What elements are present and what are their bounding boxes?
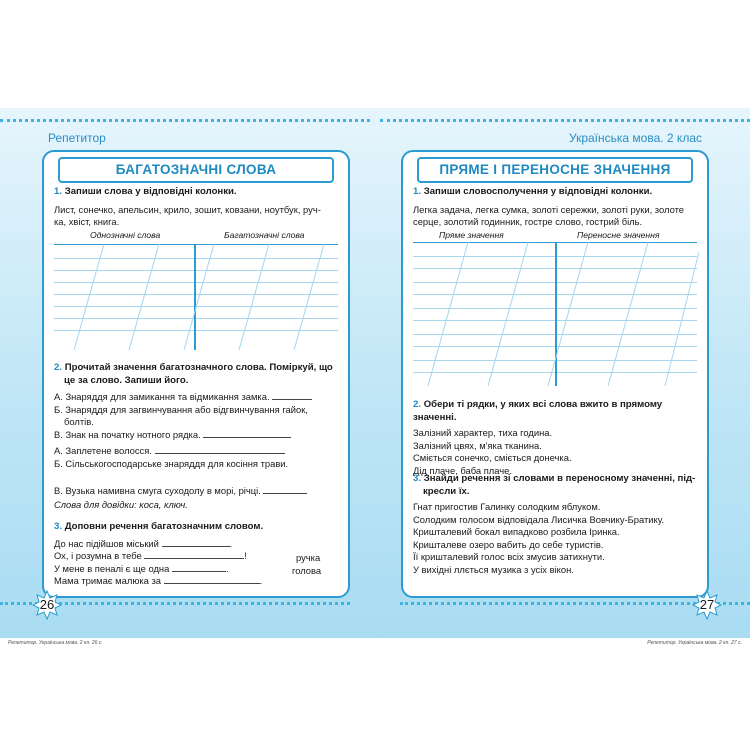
fill-sentence: Мама тримає малюка за . bbox=[54, 575, 263, 587]
sentence-line: У вихідні ллється музика з усіх вікон. bbox=[413, 563, 574, 575]
sentence-line: Кришталеве озеро вабить до себе туристів. bbox=[413, 538, 604, 550]
right-task-3 bbox=[413, 473, 697, 577]
word-list-line: ка, хвіст, книга. bbox=[54, 216, 120, 228]
task-number: 1. bbox=[413, 186, 422, 197]
right-page-panel bbox=[401, 150, 709, 598]
answer-blank[interactable] bbox=[203, 430, 291, 438]
left-task-1 bbox=[54, 186, 338, 229]
sentence-line: Кришталевий бокал випадково розбила Іринка. bbox=[413, 526, 620, 538]
hint-line: Слова для довідки: коса, ключ. bbox=[54, 499, 188, 511]
sentence-line: Її кришталевий голос всіх змусив затихнути. bbox=[413, 551, 605, 563]
word-list-line: серце, золотий годинник, гостре слово, гострий біль. bbox=[413, 216, 643, 228]
answer-blank[interactable] bbox=[263, 486, 307, 494]
task-heading: Запиши слова у відповідні колонки. bbox=[64, 186, 237, 197]
hint-word: голова bbox=[292, 565, 322, 576]
column-header: Однозначні слова bbox=[90, 230, 161, 240]
task-heading: Прочитай значення багатозначного слова. Поміркуй, що bbox=[64, 362, 333, 373]
meaning-item: А. Знаряддя для замикання та відмикання замка. bbox=[54, 391, 338, 404]
column-header: Пряме значення bbox=[439, 230, 504, 240]
task-heading: Доповни речення багатозначним словом. bbox=[64, 521, 264, 532]
task-heading-cont: це за слово. Запиши його. bbox=[64, 374, 189, 386]
footer-right: Репетитор. Українська мова. 2 кл. 27 с. bbox=[647, 640, 742, 646]
meaning-item: Б. Знаряддя для загвинчування або відгвинчування гайок, bbox=[54, 403, 308, 415]
word-list-line: Лист, сонечко, апельсин, крило, зошит, ковзани, ноутбук, руч- bbox=[54, 203, 321, 215]
choice-line: Залізний характер, тиха година. bbox=[413, 427, 553, 438]
choice-line: Залізний цвях, м'яка тканина. bbox=[413, 439, 542, 451]
right-page-title: ПРЯМЕ І ПЕРЕНОСНЕ ЗНАЧЕННЯ bbox=[417, 157, 693, 183]
task-number: 1. bbox=[54, 186, 63, 197]
answer-blank[interactable] bbox=[164, 576, 260, 584]
dotted-border-top-right bbox=[380, 119, 750, 122]
answer-blank[interactable] bbox=[272, 392, 312, 400]
task-number: 3. bbox=[413, 473, 422, 484]
meaning-item: В. Знак на початку нотного рядка. bbox=[54, 429, 338, 442]
running-header-right: Українська мова. 2 клас bbox=[569, 131, 702, 145]
sentence-line: Солодким голосом відповідала Лисичка Вовчику-Братику. bbox=[413, 513, 665, 525]
meaning-item: А. Заплетене волосся. bbox=[54, 445, 338, 458]
right-task-2 bbox=[413, 399, 697, 477]
slant-guide-lines bbox=[413, 242, 699, 386]
left-task-2 bbox=[54, 362, 338, 512]
left-columns-table bbox=[54, 230, 338, 354]
right-task-1 bbox=[413, 186, 697, 229]
answer-blank[interactable] bbox=[172, 564, 226, 572]
fill-sentence: У мене в пеналі є ще одна . bbox=[54, 562, 229, 574]
task-heading-cont: кресли їх. bbox=[423, 485, 470, 497]
column-header: Переносне значення bbox=[577, 230, 660, 240]
task-heading: Запиши словосполучення у відповідні колонки. bbox=[423, 186, 653, 197]
task-number: 2. bbox=[54, 362, 63, 373]
page-number-right: 27 bbox=[692, 590, 722, 620]
sentence-line: Гнат пригостив Галинку солодким яблуком. bbox=[413, 501, 601, 512]
left-page-panel bbox=[42, 150, 350, 598]
answer-blank[interactable] bbox=[162, 539, 230, 547]
hint-word: ручка bbox=[296, 552, 321, 563]
word-list-line: Легка задача, легка сумка, золоті сережки, золоті руки, золоте bbox=[413, 203, 684, 215]
running-header-left: Репетитор bbox=[48, 131, 106, 145]
page-number-left: 26 bbox=[32, 590, 62, 620]
task-number: 3. bbox=[54, 521, 63, 532]
left-page-title: БАГАТОЗНАЧНІ СЛОВА bbox=[58, 157, 334, 183]
answer-blank[interactable] bbox=[144, 551, 244, 559]
choice-line: Сміється сонечко, сміється донечка. bbox=[413, 452, 572, 464]
meaning-item: Б. Сільськогосподарське знаряддя для косіння трави. bbox=[54, 457, 289, 469]
task-heading: Знайди речення зі словами в переносному значенні, під- bbox=[423, 473, 696, 484]
dotted-border-top-left bbox=[0, 119, 370, 122]
fill-sentence: До нас підійшов міський . bbox=[54, 537, 233, 549]
meaning-item: болтів. bbox=[64, 416, 94, 428]
right-columns-table bbox=[413, 230, 697, 390]
choice-line: Дід плаче, баба плаче. bbox=[413, 464, 512, 476]
meaning-item: В. Вузька намивна смуга суходолу в морі, річці. bbox=[54, 485, 338, 498]
slant-guide-lines bbox=[54, 244, 340, 350]
fill-sentence: Ох, і розумна в тебе ! bbox=[54, 550, 247, 562]
task-number: 2. bbox=[413, 399, 422, 410]
answer-blank[interactable] bbox=[155, 446, 285, 454]
column-header: Багатозначні слова bbox=[224, 230, 305, 240]
task-heading: Обери ті рядки, у яких всі слова вжито в прямому значенні. bbox=[413, 399, 663, 423]
footer-left: Репетитор. Українська мова. 2 кл. 26 с. bbox=[8, 640, 103, 646]
